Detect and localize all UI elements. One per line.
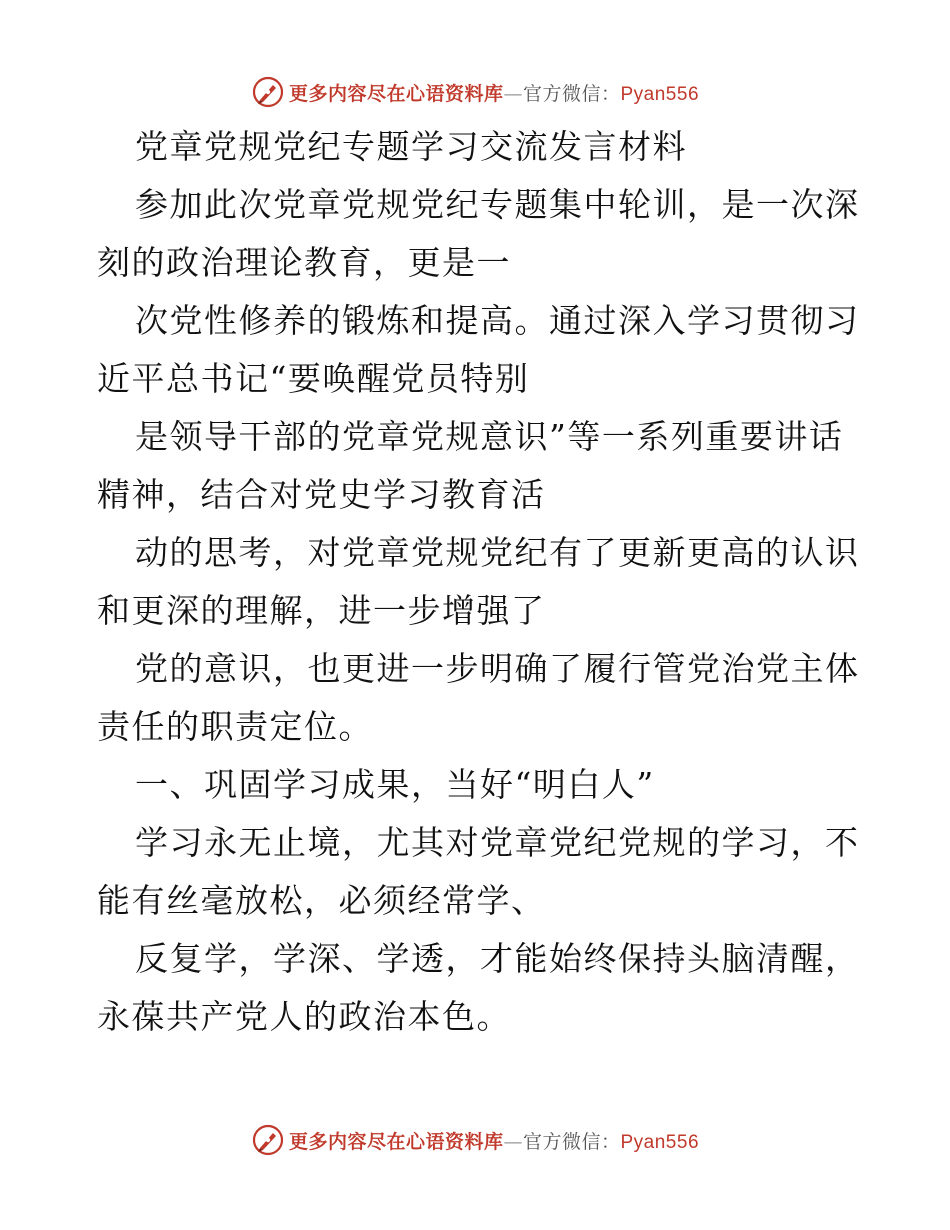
wechat-id: Pyan556	[620, 1131, 700, 1153]
footer-watermark	[0, 1120, 950, 1160]
pen-logo-icon	[251, 75, 285, 109]
document-body	[97, 118, 860, 1046]
paragraph-line: 刻的政治理论教育，更是一	[97, 243, 511, 282]
watermark-text: 更多内容尽在心语资料库	[288, 1130, 504, 1153]
paragraph-line: 学习永无止境，尤其对党章党纪党规的学习，不	[135, 823, 860, 862]
paragraph-line: 动的思考，对党章党规党纪有了更新更高的认识	[135, 533, 860, 572]
watermark-separator: —	[503, 82, 523, 105]
pen-logo-icon	[251, 1123, 285, 1157]
watermark-text: 更多内容尽在心语资料库	[288, 82, 504, 105]
paragraph-line: 反复学，学深、学透，才能始终保持头脑清醒，	[135, 939, 860, 978]
wechat-id: Pyan556	[620, 83, 700, 105]
paragraph-line: 能有丝毫放松，必须经常学、	[97, 881, 546, 920]
wechat-label: 官方微信：	[522, 82, 621, 105]
paragraph-line: 参加此次党章党规党纪专题集中轮训，是一次深	[135, 185, 860, 224]
watermark-separator: —	[503, 1130, 523, 1153]
wechat-label: 官方微信：	[522, 1130, 621, 1153]
paragraph-line: 党的意识，也更进一步明确了履行管党治党主体	[135, 649, 860, 688]
section-heading: 一、巩固学习成果，当好“明白人”	[135, 765, 655, 804]
paragraph-line: 精神，结合对党史学习教育活	[97, 475, 546, 514]
paragraph-line: 和更深的理解，进一步增强了	[97, 591, 546, 630]
document-title: 党章党规党纪专题学习交流发言材料	[135, 127, 687, 166]
paragraph-line: 责任的职责定位。	[97, 707, 373, 746]
paragraph-line: 是领导干部的党章党规意识”等一系列重要讲话	[135, 417, 844, 456]
header-watermark	[0, 72, 950, 112]
paragraph-line: 近平总书记“要唤醒党员特别	[97, 359, 530, 398]
paragraph-line: 次党性修养的锻炼和提高。通过深入学习贯彻习	[135, 301, 860, 340]
paragraph-line: 永葆共产党人的政治本色。	[97, 997, 511, 1036]
